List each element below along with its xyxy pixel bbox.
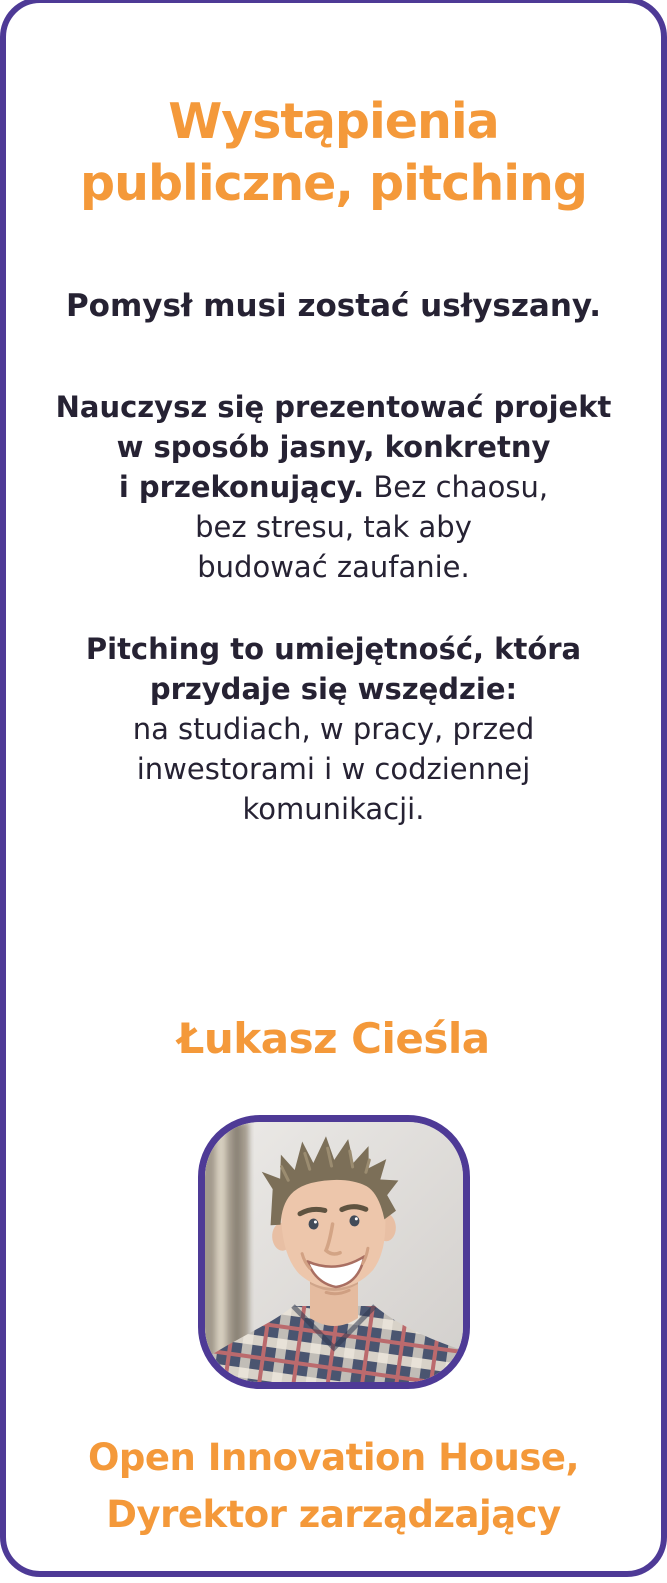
card-title-line1: Wystąpienia xyxy=(168,93,499,150)
paragraph-benefits-regular-line4: bez stresu, tak aby xyxy=(195,510,472,544)
speaker-name: Łukasz Cieśla xyxy=(177,1014,490,1063)
speaker-affiliation xyxy=(6,1429,661,1543)
paragraph-pitching xyxy=(12,629,655,829)
lead-text: Pomysł musi zostać usłyszany. xyxy=(65,288,602,324)
speaker-affiliation-line2: Dyrektor zarządzający xyxy=(106,1493,561,1536)
paragraph-pitching-regular-line4: inwestorami i w codziennej xyxy=(136,752,531,786)
paragraph-benefits xyxy=(12,387,655,587)
card-title-line2: publiczne, pitching xyxy=(80,155,587,212)
paragraph-benefits-bold-line2: w sposób jasny, konkretny xyxy=(116,430,551,464)
paragraph-benefits-bold-line1: Nauczysz się prezentować projekt xyxy=(55,390,612,424)
paragraph-pitching-bold-line2: przydaje się wszędzie: xyxy=(149,672,518,706)
paragraph-benefits-regular-line5: budować zaufanie. xyxy=(197,550,470,584)
paragraph-benefits-bold-line3: i przekonujący. xyxy=(118,470,365,504)
paragraph-benefits-regular-line3: Bez chaosu, xyxy=(364,470,549,504)
paragraph-pitching-regular-line5: komunikacji. xyxy=(242,792,425,826)
card-title xyxy=(16,91,651,215)
speaker-photo xyxy=(198,1115,470,1389)
speaker-affiliation-line1: Open Innovation House, xyxy=(87,1436,580,1479)
speaker-photo-illustration xyxy=(205,1122,463,1382)
paragraph-pitching-regular-line3: na studiach, w pracy, przed xyxy=(132,712,535,746)
paragraph-pitching-bold-line1: Pitching to umiejętność, która xyxy=(85,632,582,666)
